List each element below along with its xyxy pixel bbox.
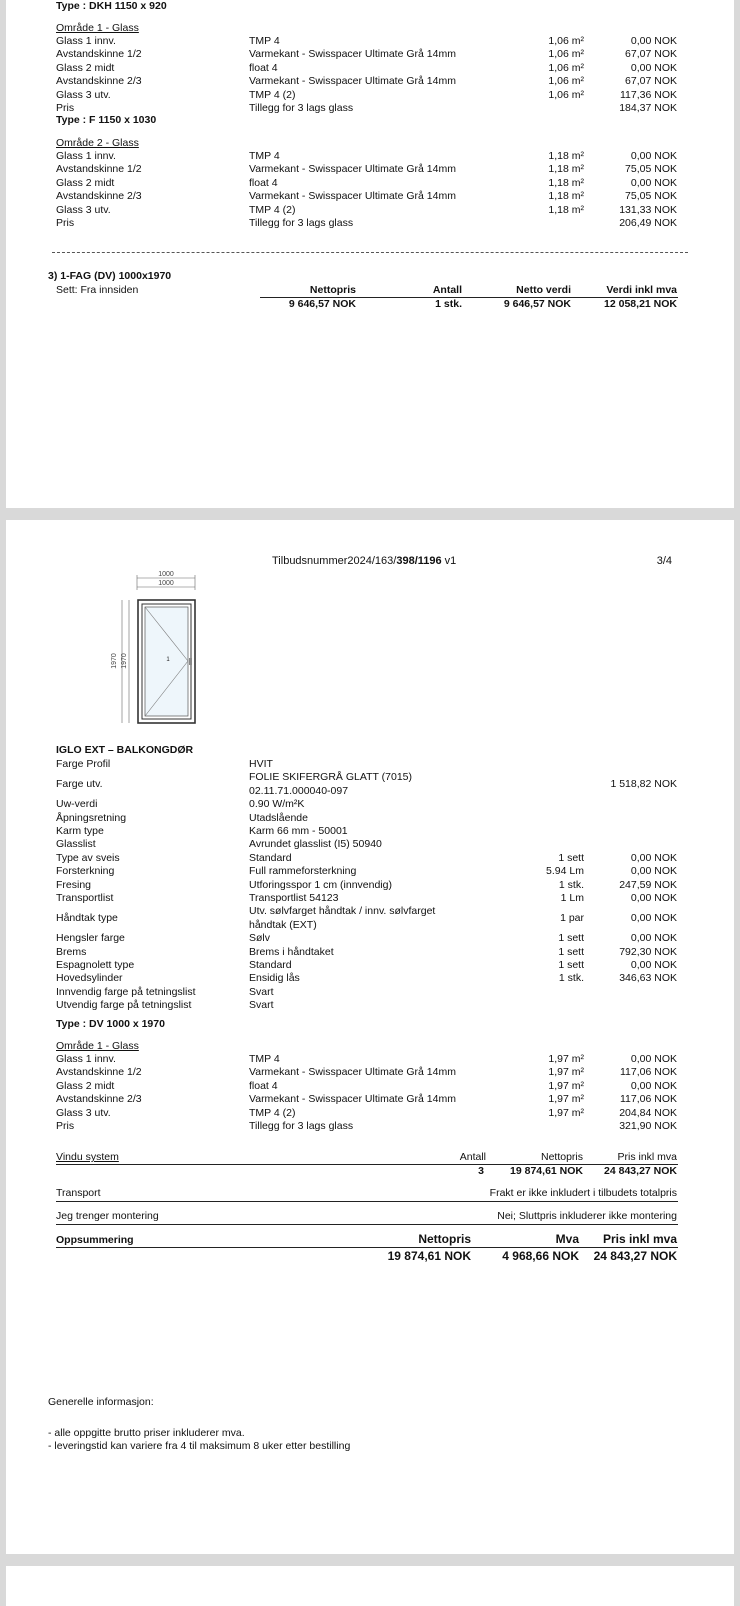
glass-row-price: 204,84 NOK: [619, 1106, 677, 1119]
glass-row-area: 1,06 m²: [548, 61, 584, 74]
glass-row-price: 75,05 NOK: [625, 163, 677, 176]
spec-row-description-line2: 02.11.71.000040-097: [249, 784, 349, 797]
spec-row-description: Svart: [249, 999, 274, 1012]
spec-row-description: FOLIE SKIFERGRÅ GLATT (7015): [249, 771, 412, 784]
spec-row-description: Ensidig lås: [249, 972, 300, 985]
glass-row-label: Pris: [56, 1120, 75, 1132]
glass-row-price: 131,33 NOK: [619, 203, 677, 216]
spec-row-label: Hovedsylinder: [56, 972, 123, 985]
spec-row-label: Forsterkning: [56, 865, 115, 878]
glass-row-label: Avstandskinne 2/3: [56, 75, 142, 88]
montering-value: Nei; Sluttpris inkluderer ikke montering: [497, 1210, 677, 1222]
glass-row-price: 67,07 NOK: [625, 75, 677, 88]
glass-row-price: 0,00 NOK: [630, 176, 677, 189]
offer-number-label: Tilbudsnummer2024/163/: [272, 555, 397, 567]
glass-row-description: Tillegg for 3 lags glass: [249, 1120, 354, 1132]
item3-header-nettopris: Nettopris: [309, 284, 356, 296]
glass-row-price: 75,05 NOK: [625, 190, 677, 203]
summary-mva: 4 968,66 NOK: [502, 1249, 579, 1263]
spec-row: [6, 932, 734, 945]
document-page-4: [6, 1566, 734, 1606]
drawing-height-right: 1970: [121, 653, 128, 669]
spec-row-description: Utforingsspor 1 cm (innvendig): [249, 878, 392, 891]
spec-row-price: 1 518,82 NOK: [610, 778, 677, 791]
item3-sett: Sett: Fra innsiden: [56, 284, 139, 296]
vindu-antall-header: Antall: [459, 1151, 486, 1163]
glass-row-area: 1,18 m²: [548, 176, 584, 189]
spec-row: [6, 798, 734, 811]
item3-antall: 1 stk.: [435, 298, 462, 310]
spec-row-quantity: 1 sett: [558, 959, 584, 971]
glass-row-description: Varmekant - Swisspacer Ultimate Grå 14mm: [249, 1093, 456, 1106]
montering-rule: [56, 1224, 678, 1225]
glass-row-description: Varmekant - Swisspacer Ultimate Grå 14mm: [249, 75, 456, 88]
glass-row-description: Tillegg for 3 lags glass: [249, 102, 354, 114]
glass-row: [6, 204, 734, 217]
spec-row-description: Utadslående: [249, 811, 308, 824]
type-f-heading: Type : F 1150 x 1030: [56, 114, 157, 126]
drawing-height-left: 1970: [111, 653, 118, 669]
summary-netto-header: Nettopris: [418, 1232, 471, 1246]
glass-row-description: TMP 4 (2): [249, 1106, 296, 1119]
type-dkh-heading: Type : DKH 1150 x 920: [56, 0, 167, 12]
spec-row-label: Uw-verdi: [56, 798, 98, 811]
spec-row-description: Transportlist 54123: [249, 892, 339, 904]
spec-row: [6, 812, 734, 825]
glass-row-price: 67,07 NOK: [625, 48, 677, 61]
spec-row-price: 0,00 NOK: [630, 865, 677, 878]
glass-row: [6, 150, 734, 163]
spec-row-description: Utv. sølvfarget håndtak / innv. sølvfarget: [249, 905, 436, 918]
spec-row: [6, 879, 734, 892]
spec-row-label: Innvendig farge på tetningslist: [56, 985, 196, 998]
glass-row-label: Avstandskinne 2/3: [56, 1093, 142, 1106]
glass-row-description: Tillegg for 3 lags glass: [249, 217, 354, 229]
glass-row-description: Varmekant - Swisspacer Ultimate Grå 14mm: [249, 48, 456, 61]
glass-row-area: 1,06 m²: [548, 88, 584, 101]
offer-number-bold: 398/1196: [396, 555, 442, 567]
spec-row-description: HVIT: [249, 758, 273, 770]
summary-pris: 24 843,27 NOK: [593, 1249, 677, 1263]
spec-row: [6, 959, 734, 972]
glass-row: [6, 1080, 734, 1093]
type-dv-heading: Type : DV 1000 x 1970: [56, 1018, 165, 1030]
spec-row-description: Brems i håndtaket: [249, 945, 334, 958]
glass-row-price: 117,06 NOK: [619, 1093, 677, 1106]
glass-row: [6, 217, 734, 230]
glass-row: [6, 1120, 734, 1133]
summary-mva-header: Mva: [555, 1232, 579, 1246]
area1-heading: Område 1 - Glass: [56, 22, 139, 34]
glass-row-price: 0,00 NOK: [630, 61, 677, 74]
spec-row-label: Hengsler farge: [56, 932, 125, 945]
item3-header-netto-verdi: Netto verdi: [516, 284, 571, 296]
glass-row-description: TMP 4: [249, 150, 280, 162]
glass-row: [6, 190, 734, 203]
spec-row-label: Farge Profil: [56, 758, 111, 770]
spec-row-quantity: 1 sett: [558, 932, 584, 945]
glass-row-area: 1,06 m²: [548, 35, 584, 47]
door-handle: [189, 658, 192, 665]
item3-header-antall: Antall: [432, 284, 462, 296]
offer-version: v1: [441, 555, 457, 567]
spec-row-price: 247,59 NOK: [619, 878, 677, 891]
glass-row-label: Glass 2 midt: [56, 1079, 115, 1092]
glass-row-description: float 4: [249, 1079, 278, 1092]
general-info-item-1: - alle oppgitte brutto priser inkluderer mva.: [48, 1427, 245, 1439]
item3-header-verdi-mva: Verdi inkl mva: [606, 284, 677, 296]
glass-row-price: 321,90 NOK: [619, 1120, 677, 1132]
spec-row-quantity: 1 sett: [558, 945, 584, 958]
spec-row-quantity: 1 sett: [558, 851, 584, 864]
glass-table: [6, 1053, 734, 1134]
spec-row-quantity: 1 stk.: [558, 972, 584, 985]
offer-number: [272, 554, 456, 568]
glass-row-area: 1,18 m²: [548, 163, 584, 176]
glass-row-price: 117,06 NOK: [619, 1066, 677, 1079]
spec-row-price: 0,00 NOK: [630, 959, 677, 971]
product-spec-table: [6, 758, 734, 1012]
transport-label: Transport: [56, 1187, 101, 1199]
glass-row-price: 184,37 NOK: [619, 102, 677, 114]
item3-title: 3) 1-FAG (DV) 1000x1970: [48, 270, 172, 282]
spec-row: [6, 838, 734, 851]
spec-row: [6, 771, 734, 798]
glass-row: [6, 48, 734, 61]
spec-row-description: 0.90 W/m²K: [249, 798, 305, 811]
spec-row-label: Espagnolett type: [56, 959, 135, 971]
glass-row-description: TMP 4: [249, 1053, 280, 1065]
summary-netto: 19 874,61 NOK: [387, 1249, 471, 1263]
glass-row-price: 0,00 NOK: [630, 150, 677, 162]
product-title: IGLO EXT – BALKONGDØR: [56, 744, 194, 756]
spec-row-price: 0,00 NOK: [630, 851, 677, 864]
spec-row-description: Avrundet glasslist (I5) 50940: [249, 838, 382, 851]
spec-row-label: Farge utv.: [56, 778, 103, 791]
glass-row-area: 1,18 m²: [548, 203, 584, 216]
glass-row-label: Pris: [56, 102, 75, 114]
glass-row-price: 206,49 NOK: [619, 217, 677, 229]
spec-row: [6, 986, 734, 999]
glass-row: [6, 177, 734, 190]
area-heading: Område 1 - Glass: [56, 1040, 139, 1052]
glass-row: [6, 89, 734, 102]
drawing-width-bottom: 1000: [158, 580, 174, 587]
vindu-netto-header: Nettopris: [540, 1151, 583, 1163]
document-page-3: [6, 520, 734, 1554]
spec-row-label: Brems: [56, 945, 87, 958]
spec-row-label: Åpningsretning: [56, 811, 127, 824]
spec-row: [6, 892, 734, 905]
summary-pris-header: Pris inkl mva: [602, 1232, 677, 1246]
glass-row-area: 1,06 m²: [548, 75, 584, 88]
spec-row-quantity: 1 par: [560, 912, 584, 925]
glass-row-label: Avstandskinne 1/2: [56, 48, 142, 61]
spec-row: [6, 999, 734, 1012]
general-info-heading: Generelle informasjon:: [48, 1396, 154, 1408]
spec-row-label: Transportlist: [56, 892, 114, 904]
spec-row-label: Glasslist: [56, 838, 96, 851]
glass-row-description: TMP 4 (2): [249, 88, 296, 101]
area2-glass-table: [6, 150, 734, 231]
spec-row-description: Sølv: [249, 932, 270, 945]
spec-row-price: 0,00 NOK: [630, 932, 677, 945]
glass-row-label: Avstandskinne 2/3: [56, 190, 142, 203]
spec-row-description-line2: håndtak (EXT): [249, 918, 317, 931]
glass-row-description: TMP 4 (2): [249, 203, 296, 216]
spec-row-description: Svart: [249, 985, 274, 998]
montering-label: Jeg trenger montering: [56, 1210, 159, 1222]
summary-rule: [56, 1247, 678, 1248]
glass-row-label: Avstandskinne 1/2: [56, 163, 142, 176]
glass-row-label: Glass 2 midt: [56, 61, 115, 74]
vindu-pris: 24 843,27 NOK: [604, 1165, 677, 1177]
vindu-antall: 3: [478, 1165, 484, 1177]
glass-row-description: float 4: [249, 61, 278, 74]
glass-row-description: float 4: [249, 176, 278, 189]
spec-row: [6, 852, 734, 865]
item3-nettopris: 9 646,57 NOK: [288, 298, 356, 310]
spec-row-description: Standard: [249, 959, 292, 971]
vindu-pris-header: Pris inkl mva: [617, 1151, 677, 1163]
vindu-system-label: Vindu system: [56, 1151, 119, 1163]
area2-heading: Område 2 - Glass: [56, 137, 139, 149]
spec-row-price: 0,00 NOK: [630, 912, 677, 925]
vindu-rule: [56, 1164, 678, 1165]
glass-row-label: Glass 2 midt: [56, 176, 115, 189]
glass-row-area: 1,97 m²: [548, 1066, 584, 1079]
door-drawing: [102, 568, 214, 730]
glass-row: [6, 1066, 734, 1079]
spec-row-quantity: 1 stk.: [558, 878, 584, 891]
glass-row-price: 0,00 NOK: [630, 1053, 677, 1065]
glass-row: [6, 35, 734, 48]
spec-row-description: Standard: [249, 851, 292, 864]
spec-row: [6, 758, 734, 771]
glass-row: [6, 1107, 734, 1120]
glass-row-description: Varmekant - Swisspacer Ultimate Grå 14mm: [249, 163, 456, 176]
spec-row: [6, 946, 734, 959]
spec-row-label: Utvendig farge på tetningslist: [56, 999, 192, 1012]
glass-row-area: 1,97 m²: [548, 1106, 584, 1119]
glass-row-label: Glass 3 utv.: [56, 1106, 111, 1119]
glass-row-description: TMP 4: [249, 35, 280, 47]
area1-glass-table: [6, 35, 734, 116]
spec-row-description: Karm 66 mm - 50001: [249, 825, 348, 837]
glass-row-label: Avstandskinne 1/2: [56, 1066, 142, 1079]
glass-row-label: Glass 1 innv.: [56, 35, 116, 47]
glass-row-area: 1,18 m²: [548, 150, 584, 162]
glass-row-area: 1,97 m²: [548, 1053, 584, 1065]
glass-row-label: Glass 1 innv.: [56, 150, 116, 162]
spec-row-label: Fresing: [56, 878, 92, 891]
spec-row: [6, 825, 734, 838]
spec-row: [6, 905, 734, 932]
glass-row-area: 1,97 m²: [548, 1093, 584, 1106]
glass-row: [6, 163, 734, 176]
transport-value: Frakt er ikke inkludert i tilbudets totalpris: [489, 1187, 677, 1199]
spec-row-quantity: 5.94 Lm: [546, 865, 584, 878]
spec-row-label: Håndtak type: [56, 912, 118, 925]
glass-row-price: 117,36 NOK: [619, 88, 677, 101]
spec-row: [6, 865, 734, 878]
spec-row-price: 792,30 NOK: [619, 945, 677, 958]
glass-row-description: Varmekant - Swisspacer Ultimate Grå 14mm: [249, 190, 456, 203]
item3-verdi-mva: 12 058,21 NOK: [604, 298, 677, 310]
item3-netto-verdi: 9 646,57 NOK: [503, 298, 571, 310]
glass-row-price: 0,00 NOK: [630, 35, 677, 47]
spec-row-label: Type av sveis: [56, 851, 120, 864]
drawing-sash-number: 1: [166, 657, 170, 663]
vindu-netto: 19 874,61 NOK: [510, 1165, 583, 1177]
page-number: 3/4: [656, 555, 672, 567]
glass-row: [6, 1093, 734, 1106]
glass-row-area: 1,97 m²: [548, 1079, 584, 1092]
document-page-2: [6, 0, 734, 508]
summary-label: Oppsummering: [56, 1234, 134, 1246]
dashed-separator: [52, 252, 688, 253]
glass-row: [6, 1053, 734, 1066]
glass-row-label: Glass 3 utv.: [56, 203, 111, 216]
spec-row-label: Karm type: [56, 825, 104, 837]
glass-row-label: Glass 1 innv.: [56, 1053, 116, 1065]
glass-row: [6, 62, 734, 75]
glass-row-label: Glass 3 utv.: [56, 88, 111, 101]
glass-row-area: 1,18 m²: [548, 190, 584, 203]
transport-rule: [56, 1201, 678, 1202]
glass-row-price: 0,00 NOK: [630, 1079, 677, 1092]
drawing-width-top: 1000: [158, 571, 174, 578]
glass-row-description: Varmekant - Swisspacer Ultimate Grå 14mm: [249, 1066, 456, 1079]
spec-row: [6, 972, 734, 985]
general-info-item-2: - leveringstid kan variere fra 4 til maksimum 8 uker etter bestilling: [48, 1440, 351, 1452]
spec-row-description: Full rammeforsterkning: [249, 865, 357, 878]
glass-row: [6, 75, 734, 88]
glass-row-area: 1,06 m²: [548, 48, 584, 61]
glass-row-label: Pris: [56, 217, 75, 229]
spec-row-price: 346,63 NOK: [619, 972, 677, 985]
spec-row-price: 0,00 NOK: [630, 892, 677, 904]
spec-row-quantity: 1 Lm: [560, 892, 584, 904]
